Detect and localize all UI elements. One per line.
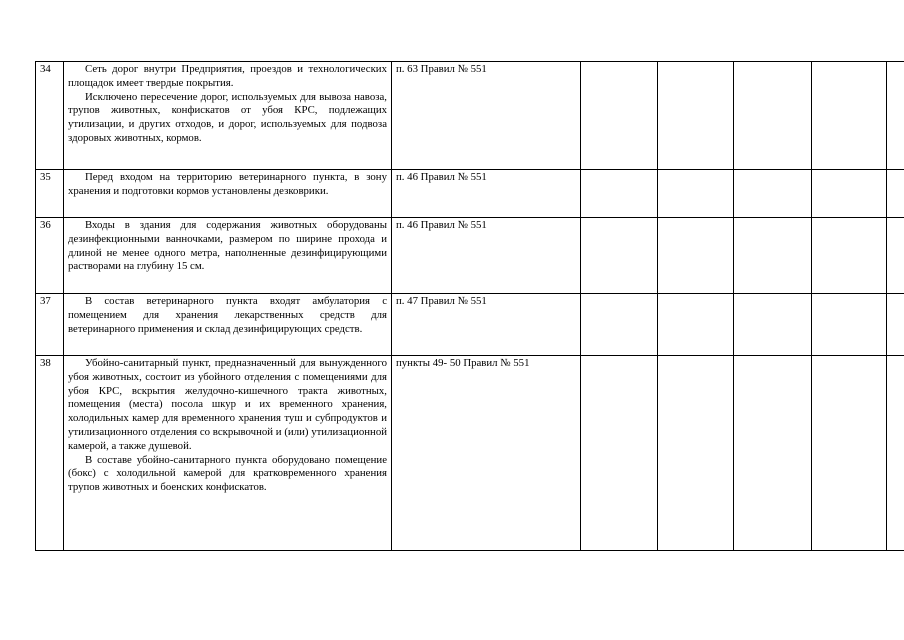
answer-cell (658, 62, 734, 170)
requirement-cell (64, 218, 392, 294)
answer-cell (812, 62, 887, 170)
requirement-text: Исключено пересечение дорог, используемых для вывоза навоза, трупов животных, конфискатов от убоя КРС, подлежащих утилизации, и других отходов, и дорог, используемых для подвоза здоровых животных, кормов. (68, 90, 387, 144)
requirement-text: Убойно-санитарный пункт, предназначенный для вынужденного убоя животных, состоит из убойного отделения с помещениями для убоя КРС, вскрытия желудочно-кишечного тракта животных, помещения (места) посола шкур и их временного хранения, холодильных камер для временного хранения туш и субпродуктов и утилизационного отделения со вскрывочной и (или) утилизационной камерой, а также душевой. (68, 357, 387, 452)
requirement-text: Входы в здания для содержания животных оборудованы дезинфекционными ванночками, размером по ширине прохода и длиной не менее одного метра, наполненные дезинфицирующими растворами на глубину 15 см. (68, 219, 387, 273)
row-number: 34 (36, 62, 64, 170)
answer-cell (658, 356, 734, 551)
answer-cell (658, 170, 734, 218)
requirement-text: Сеть дорог внутри Предприятия, проездов и технологических площадок имеет твердые покрытия. (68, 63, 387, 89)
table-row (36, 170, 904, 218)
answer-cell (581, 170, 658, 218)
answer-cell (887, 218, 904, 294)
row-number: 37 (36, 294, 64, 356)
answer-cell (734, 62, 812, 170)
requirement-cell (64, 170, 392, 218)
row-number: 35 (36, 170, 64, 218)
answer-cell (581, 356, 658, 551)
answer-cell (658, 218, 734, 294)
answer-cell (887, 170, 904, 218)
answer-cell (812, 170, 887, 218)
requirement-text: Перед входом на территорию ветеринарного пункта, в зону хранения и подготовки кормов установлены дезковрики. (68, 171, 387, 197)
answer-cell (734, 294, 812, 356)
answer-cell (734, 170, 812, 218)
answer-cell (887, 62, 904, 170)
requirement-cell (64, 62, 392, 170)
answer-cell (658, 294, 734, 356)
row-number: 36 (36, 218, 64, 294)
row-number: 38 (36, 356, 64, 551)
table-row (36, 294, 904, 356)
answer-cell (581, 218, 658, 294)
table-row (36, 62, 904, 170)
answer-cell (812, 356, 887, 551)
answer-cell (734, 218, 812, 294)
answer-cell (581, 62, 658, 170)
answer-cell (581, 294, 658, 356)
reference-cell: пункты 49- 50 Правил № 551 (392, 356, 581, 551)
requirement-text: В состав ветеринарного пункта входят амбулатория с помещением для хранения лекарственных средств для ветеринарного применения и склад дезинфицирующих средств. (68, 295, 387, 335)
table-row (36, 356, 904, 551)
answer-cell (812, 294, 887, 356)
requirement-cell (64, 356, 392, 551)
answer-cell (812, 218, 887, 294)
reference-cell: п. 63 Правил № 551 (392, 62, 581, 170)
requirement-cell (64, 294, 392, 356)
reference-cell: п. 47 Правил № 551 (392, 294, 581, 356)
answer-cell (734, 356, 812, 551)
table-row (36, 218, 904, 294)
answer-cell (887, 294, 904, 356)
reference-cell: п. 46 Правил № 551 (392, 170, 581, 218)
requirement-text: В составе убойно-санитарного пункта оборудовано помещение (бокс) с холодильной камерой для кратковременного хранения трупов животных и боенских конфискатов. (68, 453, 387, 494)
checklist-table (35, 61, 904, 551)
answer-cell (887, 356, 904, 551)
reference-cell: п. 46 Правил № 551 (392, 218, 581, 294)
